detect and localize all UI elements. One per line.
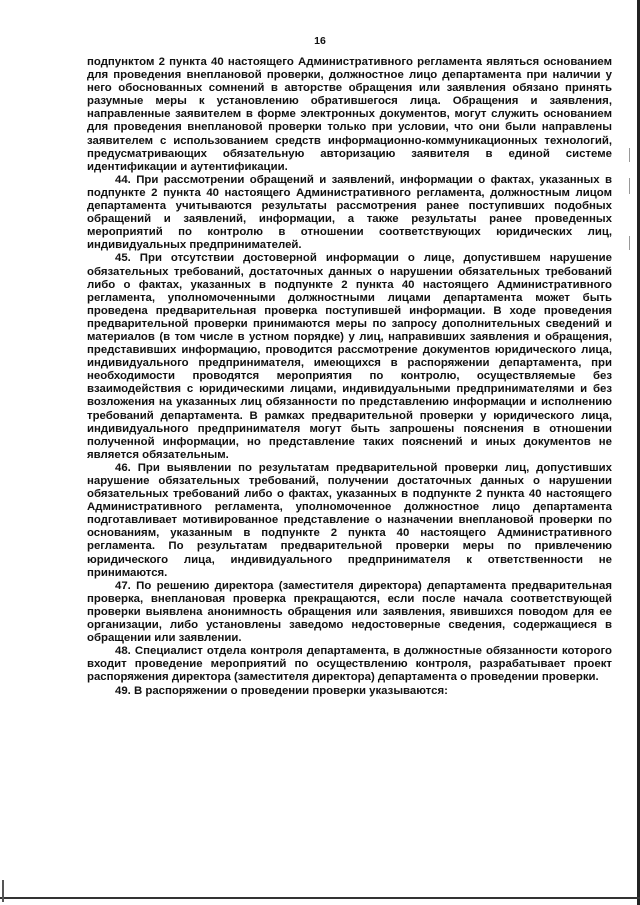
paragraph-45: 45. При отсутствии достоверной информации о лице, допустившем нарушение обязательных требований, достаточных данных о нарушении обязательных требований либо о фактах, указанных в подпункте 2 пункта 40 настоящего Административного регламента, уполномоченными должностными лицами департамента может быть проведена предварительная проверка поступившей информации. В ходе проведения предварительной проверки принимаются меры по запросу дополнительных сведений и материалов (в том числе в устном порядке) у лиц, направивших заявления и обращения, представивших информацию, проводится рассмотрение документов юридического лица, индивидуального предпринимателя, имеющихся в распоряжении департамента, при необходимости проводятся мероприятия по контролю, осуществляемые без взаимодействия с юридическими лицами, индивидуальными предпринимателями и без возложения на указанных лиц обязанности по представлению информации и исполнению требований департамента. В рамках предварительной проверки у юридического лица, индивидуального предпринимателя могут быть запрошены пояснения в отношении полученной информации, но представление таких пояснений и иных документов не является обязательным. — [87, 252, 612, 461]
paragraph-47: 47. По решению директора (заместителя директора) департамента предварительная проверка, внеплановая проверка прекращаются, если после начала соответствующей проверки выявлена анонимность обращения или заявления, явившихся поводом для ее организации, либо установлены заведомо недостоверные сведения, содержащиеся в обращении или заявлении. — [87, 579, 612, 645]
paragraph-43-continuation: подпунктом 2 пункта 40 настоящего Административного регламента являться основанием для проведения внеплановой проверки, должностное лицо департамента при наличии у него обоснованных сомнений в авторстве обращения или заявления обязано принять разумные меры к установлению обратившегося лица. Обращения и заявления, направленные заявителем в форме электронных документов, могут служить основанием для проведения внеплановой проверки только при условии, что они были направлены заявителем с использованием средств информационно-коммуникационных технологий, предусматривающих обязательную авторизацию заявителя в единой системе идентификации и аутентификации. — [87, 56, 612, 173]
paragraph-44: 44. При рассмотрении обращений и заявлений, информации о фактах, указанных в подпункте 2 пункта 40 настоящего Административного регламента, должностным лицом департамента учитываются результаты рассмотрения ранее поступивших подобных обращений и заявлений, информации, а также результаты ранее проведенных мероприятий по контролю в отношении соответствующих юридических лиц, индивидуальных предпринимателей. — [87, 173, 612, 252]
scan-mark — [629, 178, 630, 194]
scan-mark — [629, 236, 630, 250]
paragraph-49: 49. В распоряжении о проведении проверки указываются: — [115, 684, 448, 697]
page-number: 16 — [314, 35, 326, 47]
paragraph-48: 48. Специалист отдела контроля департамента, в должностные обязанности которого входит проведение мероприятий по осуществлению контроля, разрабатывает проект распоряжения директора (заместителя директора) департамента о проведении проверки. — [87, 645, 612, 684]
document-body — [87, 56, 612, 698]
scan-mark — [629, 148, 630, 162]
paragraph-46: 46. При выявлении по результатам предварительной проверки лиц, допустивших нарушение обязательных требований, получении достаточных данных о нарушении обязательных требований либо о фактах, указанных в подпункте 2 пункта 40 настоящего Административного регламента, уполномоченное должностное лицо департамента подготавливает мотивированное представление о назначении внеплановой проверки по основаниям, указанным в подпункте 2 пункта 40 настоящего Административного регламента. По результатам предварительной проверки меры по привлечению юридического лица, индивидуального предпринимателя к ответственности не принимаются. — [87, 461, 612, 579]
scan-edge-left — [2, 880, 4, 902]
scan-edge-bottom — [0, 897, 640, 899]
